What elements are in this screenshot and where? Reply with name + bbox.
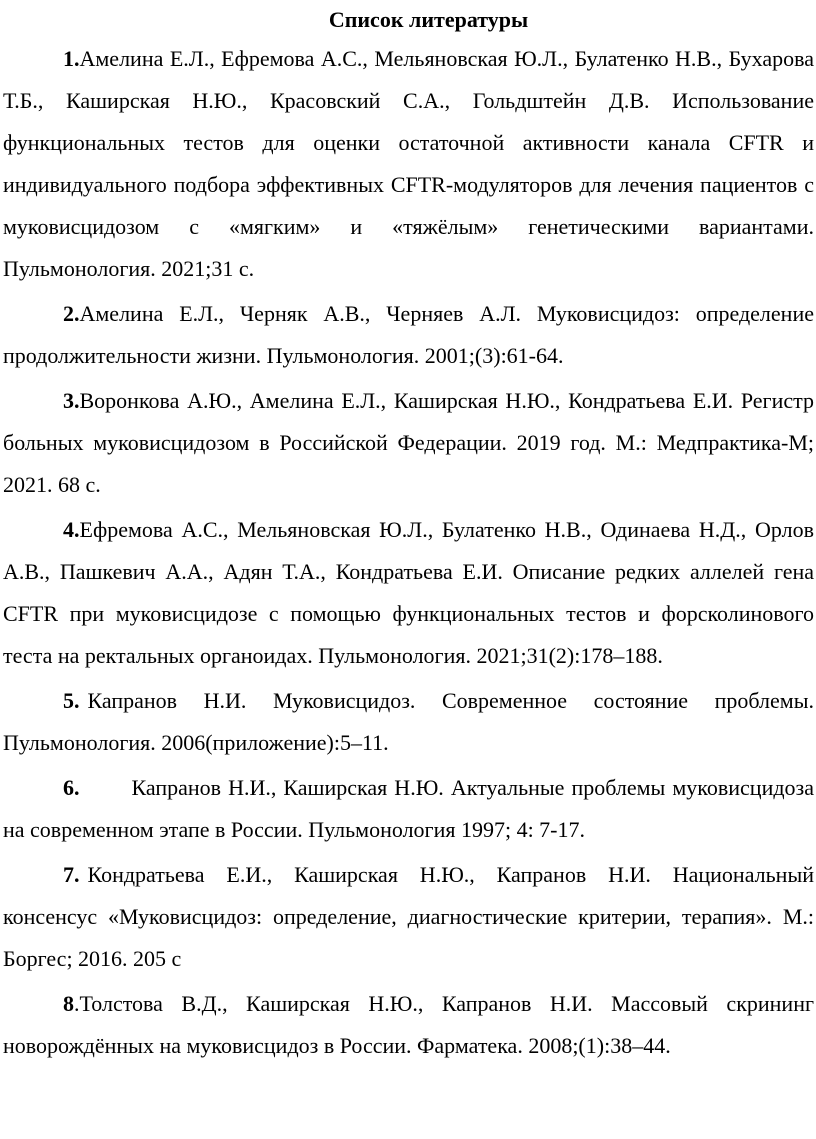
reference-item-7 bbox=[3, 854, 814, 980]
reference-number: 6. bbox=[63, 775, 80, 800]
reference-number: 8 bbox=[63, 991, 74, 1016]
reference-number: 5. bbox=[63, 688, 80, 713]
reference-text: .Толстова В.Д., Каширская Н.Ю., Капранов Н.И. Массовый скрининг новорождённых на муковисцидоз в России. Фарматека. 2008;(1):38–44. bbox=[3, 991, 814, 1058]
reference-item-6 bbox=[3, 767, 814, 851]
reference-number: 2. bbox=[63, 301, 80, 326]
reference-number: 4. bbox=[63, 517, 80, 542]
reference-item-4 bbox=[3, 509, 814, 677]
reference-item-8 bbox=[3, 983, 814, 1067]
reference-text: Ефремова А.С., Мельяновская Ю.Л., Булатенко Н.В., Одинаева Н.Д., Орлов А.В., Пашкевич А.А., Адян Т.А., Кондратьева Е.И. Описание редких аллелей гена CFTR при муковисцидозе с помощью функциональных тестов и форсколинового теста на ректальных органоидах. Пульмонология. 2021;31(2):178–188. bbox=[3, 517, 814, 668]
reference-item-2 bbox=[3, 293, 814, 377]
reference-text: Амелина Е.Л., Ефремова А.С., Мельяновская Ю.Л., Булатенко Н.В., Бухарова Т.Б., Каширская Н.Ю., Красовский С.А., Гольдштейн Д.В. Использование функциональных тестов для оценки остаточной активности канала CFTR и индивидуального подбора эффективных CFTR-модуляторов для лечения пациентов с муковисцидозом с «мягким» и «тяжёлым» генетическими вариантами. Пульмонология. 2021;31 с. bbox=[3, 46, 814, 281]
reference-number: 1. bbox=[63, 46, 80, 71]
reference-number: 3. bbox=[63, 388, 80, 413]
reference-text: Воронкова А.Ю., Амелина Е.Л., Каширская Н.Ю., Кондратьева Е.И. Регистр больных муковисцидозом в Российской Федерации. 2019 год. М.: Медпрактика-М; 2021. 68 с. bbox=[3, 388, 814, 497]
reference-number: 7. bbox=[63, 862, 80, 887]
page-title: Список литературы bbox=[328, 7, 529, 32]
reference-text: Капранов Н.И., Каширская Н.Ю. Актуальные проблемы муковисцидоза на современном этапе в России. Пульмонология 1997; 4: 7-17. bbox=[3, 775, 814, 842]
reference-item-3 bbox=[3, 380, 814, 506]
reference-text: Амелина Е.Л., Черняк А.В., Черняев А.Л. Муковисцидоз: определение продолжительности жизни. Пульмонология. 2001;(3):61-64. bbox=[3, 301, 814, 368]
reference-item-5 bbox=[3, 680, 814, 764]
reference-text: Капранов Н.И. Муковисцидоз. Современное состояние проблемы. Пульмонология. 2006(приложение):5–11. bbox=[3, 688, 814, 755]
reference-item-1 bbox=[3, 38, 814, 290]
reference-text: Кондратьева Е.И., Каширская Н.Ю., Капранов Н.И. Национальный консенсус «Муковисцидоз: определение, диагностические критерии, терапия». М.: Боргес; 2016. 205 с bbox=[3, 862, 814, 971]
